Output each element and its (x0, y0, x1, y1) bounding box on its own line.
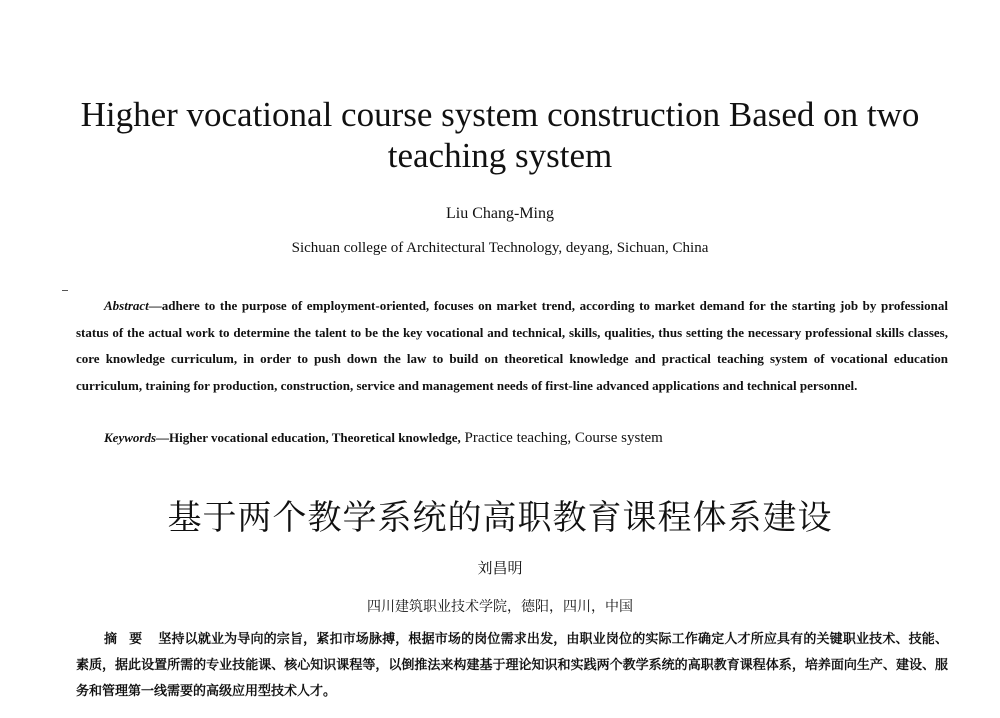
keywords-bold: —Higher vocational education, Theoretical knowledge, (156, 430, 461, 445)
english-affiliation: Sichuan college of Architectural Technology, deyang, Sichuan, China (291, 240, 709, 256)
english-author: Liu Chang-Ming (446, 205, 554, 222)
margin-mark (62, 290, 68, 291)
chinese-abstract-label: 摘要 (104, 632, 155, 647)
chinese-abstract-text: 坚持以就业为导向的宗旨，紧扣市场脉搏，根据市场的岗位需求出发，由职业岗位的实际工作确定人才所应具有的关键职业技术、技能、素质，据此设置所需的专业技能课、核心知识课程等，以倒推法来构建基于理论知识和实践两个教学系统的高职教育课程体系，培养面向生产、建设、服务和管理第一线需要的高级应用型技术人才。 (76, 632, 948, 699)
abstract-label: Abstract (104, 298, 149, 313)
chinese-abstract (76, 627, 948, 705)
keywords-label: Keywords (104, 430, 156, 445)
english-title: Higher vocational course system construction Based on two teaching system (80, 95, 920, 175)
keywords-normal: Practice teaching, Course system (460, 430, 663, 446)
chinese-title: 基于两个教学系统的高职教育课程体系建设 (167, 498, 833, 538)
english-abstract (76, 293, 948, 399)
abstract-text: —adhere to the purpose of employment-oriented, focuses on market trend, according to market demand for the starting job by professional status of the actual work to determine the talent to be the key vocational and technical, skills, qualities, thus setting the necessary professional skills classes, core knowledge curriculum, in order to push down the law to build on theoretical knowledge and practical teaching system of vocational education curriculum, training for production, construction, service and management needs of first-line advanced applications and technical personnel. (76, 298, 948, 393)
chinese-affiliation: 四川建筑职业技术学院，德阳，四川，中国 (367, 599, 633, 615)
english-keywords (104, 430, 964, 447)
chinese-author: 刘昌明 (477, 559, 523, 577)
